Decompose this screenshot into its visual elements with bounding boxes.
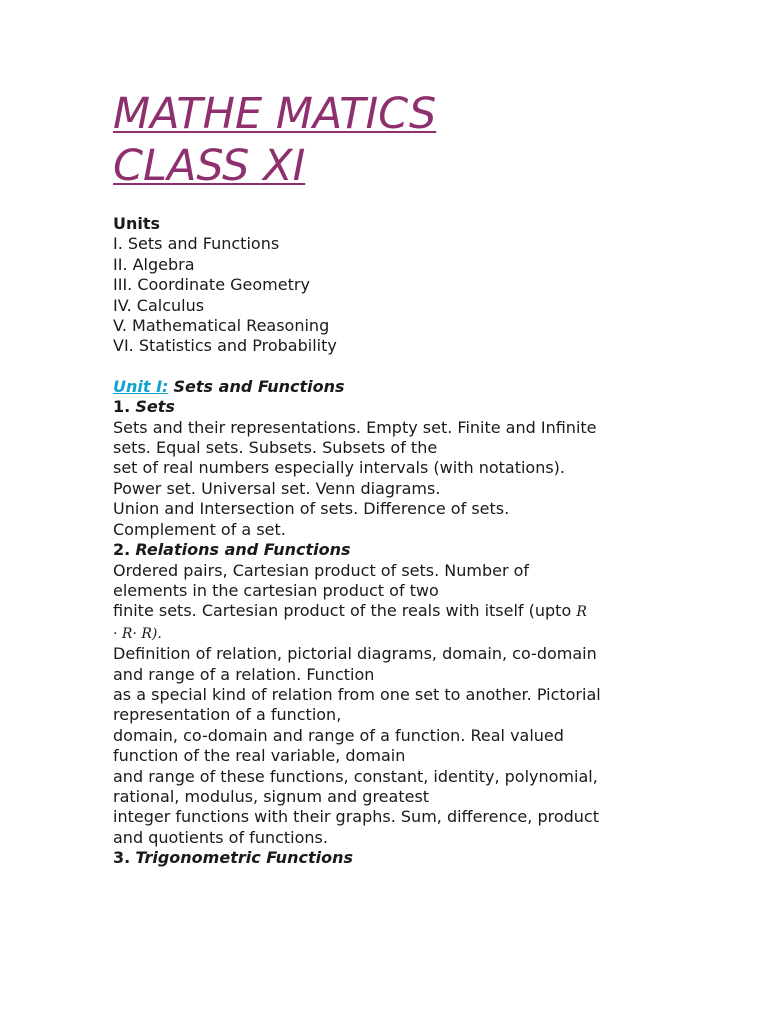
body-line: sets. Equal sets. Subsets. Subsets of the bbox=[113, 438, 438, 458]
section-title: Relations and Functions bbox=[135, 540, 351, 560]
math-symbol: R bbox=[576, 604, 587, 621]
body-line: domain, co-domain and range of a function. Real valued bbox=[113, 725, 564, 745]
unit-list-item: II. Algebra bbox=[113, 254, 195, 274]
title-line-2: CLASS XI bbox=[113, 141, 306, 191]
body-line: Complement of a set. bbox=[113, 519, 286, 539]
body-line: Sets and their representations. Empty set. Finite and Infinite bbox=[113, 417, 597, 437]
math-expression: · R· R). bbox=[113, 625, 162, 642]
body-line: and range of a relation. Function bbox=[113, 664, 375, 684]
section-number: 3. bbox=[113, 848, 131, 868]
section-heading-sets bbox=[113, 397, 673, 417]
unit-list-item: V. Mathematical Reasoning bbox=[113, 316, 330, 336]
body-line: function of the real variable, domain bbox=[113, 746, 406, 766]
body-line: and range of these functions, constant, identity, polynomial, bbox=[113, 766, 598, 786]
units-heading: Units bbox=[113, 214, 161, 233]
body-line-with-math bbox=[113, 601, 673, 622]
unit-list-item: I. Sets and Functions bbox=[113, 234, 280, 254]
section-number: 1. bbox=[113, 397, 131, 417]
section-heading-trigonometric bbox=[113, 848, 673, 868]
unit-title: Sets and Functions bbox=[173, 376, 345, 396]
body-line: as a special kind of relation from one set to another. Pictorial bbox=[113, 684, 601, 704]
body-text: finite sets. Cartesian product of the reals with itself (upto bbox=[113, 601, 572, 621]
body-line: Power set. Universal set. Venn diagrams. bbox=[113, 478, 441, 498]
document-title bbox=[113, 88, 436, 192]
unit-list-item: IV. Calculus bbox=[113, 295, 205, 315]
body-line: Union and Intersection of sets. Difference of sets. bbox=[113, 499, 510, 519]
body-line: and quotients of functions. bbox=[113, 827, 328, 847]
body-line: Definition of relation, pictorial diagrams, domain, co-domain bbox=[113, 644, 597, 664]
section-heading-relations bbox=[113, 540, 673, 560]
unit-list-item: VI. Statistics and Probability bbox=[113, 336, 337, 356]
unit-heading bbox=[113, 377, 673, 397]
math-line bbox=[113, 623, 673, 644]
section-title: Sets bbox=[135, 397, 175, 417]
unit-list-item: III. Coordinate Geometry bbox=[113, 275, 310, 295]
body-line: integer functions with their graphs. Sum, difference, product bbox=[113, 807, 599, 827]
body-line: representation of a function, bbox=[113, 705, 342, 725]
section-title: Trigonometric Functions bbox=[135, 848, 353, 868]
body-line: rational, modulus, signum and greatest bbox=[113, 786, 430, 806]
unit-link[interactable]: Unit I: bbox=[113, 376, 169, 396]
section-number: 2. bbox=[113, 540, 131, 560]
body-line: Ordered pairs, Cartesian product of sets. Number of bbox=[113, 560, 530, 580]
body-line: set of real numbers especially intervals (with notations). bbox=[113, 458, 566, 478]
document-body bbox=[113, 214, 673, 869]
title-line-1: MATHE MATICS bbox=[113, 89, 437, 139]
body-line: elements in the cartesian product of two bbox=[113, 580, 439, 600]
